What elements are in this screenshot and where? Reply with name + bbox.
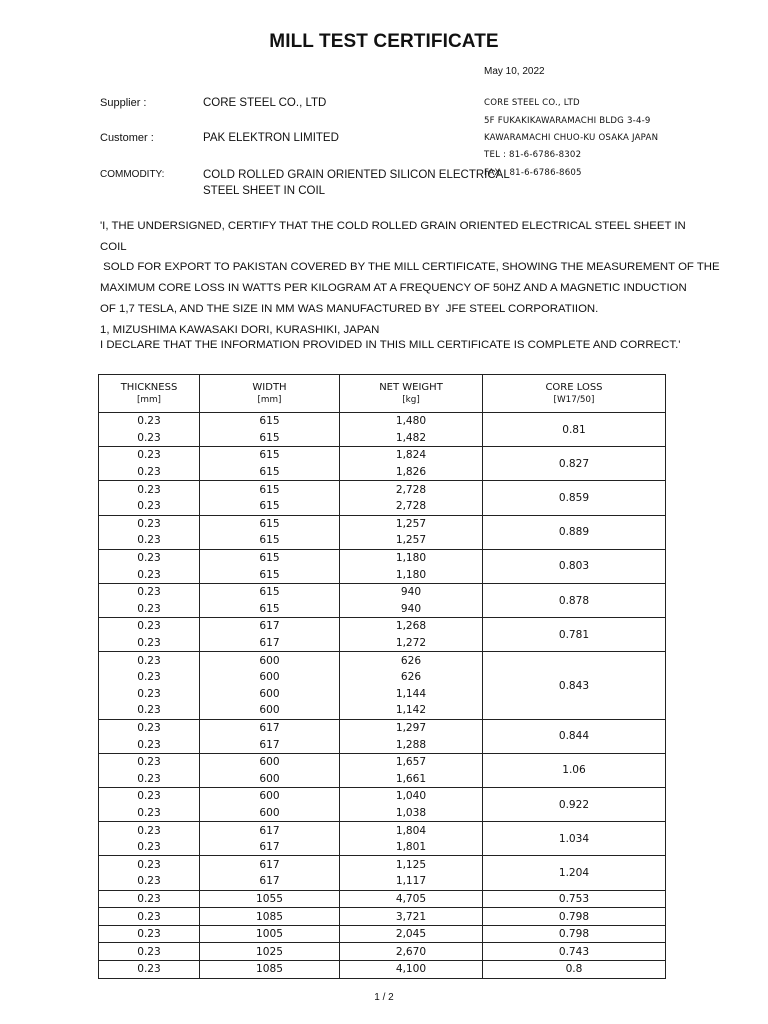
cell-core-loss: 0.753	[483, 890, 666, 908]
cell-thickness: 0.23	[99, 943, 200, 961]
cell-thickness: 0.23	[99, 702, 200, 719]
cell-net-weight: 1,657	[340, 753, 483, 770]
table-row	[99, 481, 666, 498]
cell-net-weight: 1,804	[340, 822, 483, 839]
cell-width: 615	[200, 464, 340, 481]
cell-width: 615	[200, 413, 340, 430]
table-row	[99, 890, 666, 908]
cell-thickness: 0.23	[99, 839, 200, 856]
cell-width: 615	[200, 549, 340, 566]
cell-width: 617	[200, 618, 340, 635]
cell-width: 615	[200, 515, 340, 532]
cell-thickness: 0.23	[99, 890, 200, 908]
cell-thickness: 0.23	[99, 635, 200, 652]
cell-width: 1085	[200, 961, 340, 979]
cell-net-weight: 1,180	[340, 566, 483, 583]
table-body	[99, 413, 666, 979]
issue-date: May 10, 2022	[484, 66, 545, 77]
table-row	[99, 856, 666, 873]
cell-net-weight: 1,268	[340, 618, 483, 635]
table-row	[99, 515, 666, 532]
cell-thickness: 0.23	[99, 515, 200, 532]
cell-net-weight: 2,670	[340, 943, 483, 961]
cell-thickness: 0.23	[99, 652, 200, 669]
cell-thickness: 0.23	[99, 669, 200, 686]
cell-core-loss: 0.889	[483, 515, 666, 549]
cell-thickness: 0.23	[99, 498, 200, 515]
cell-width: 615	[200, 532, 340, 549]
cell-width: 600	[200, 753, 340, 770]
cell-width: 615	[200, 583, 340, 600]
document-title: MILL TEST CERTIFICATE	[269, 31, 499, 52]
cell-net-weight: 1,040	[340, 788, 483, 805]
cell-core-loss: 0.743	[483, 943, 666, 961]
cell-core-loss: 0.8	[483, 961, 666, 979]
cell-core-loss: 0.81	[483, 413, 666, 447]
cell-core-loss: 0.922	[483, 788, 666, 822]
cell-width: 600	[200, 669, 340, 686]
cell-width: 1025	[200, 943, 340, 961]
cell-width: 600	[200, 770, 340, 787]
cell-thickness: 0.23	[99, 770, 200, 787]
cell-thickness: 0.23	[99, 873, 200, 890]
table-header-row	[99, 375, 666, 413]
declaration: I DECLARE THAT THE INFORMATION PROVIDED IN THIS MILL CERTIFICATE IS COMPLETE AND CORRECT.'	[100, 339, 681, 351]
cell-net-weight: 1,272	[340, 635, 483, 652]
cell-net-weight: 1,257	[340, 515, 483, 532]
cell-thickness: 0.23	[99, 788, 200, 805]
cell-net-weight: 1,117	[340, 873, 483, 890]
table-row	[99, 943, 666, 961]
cell-thickness: 0.23	[99, 925, 200, 943]
cell-width: 617	[200, 736, 340, 753]
table-row	[99, 908, 666, 926]
cell-width: 615	[200, 601, 340, 618]
cell-thickness: 0.23	[99, 413, 200, 430]
cell-core-loss: 0.798	[483, 925, 666, 943]
table-row	[99, 618, 666, 635]
commodity-line-2: STEEL SHEET IN COIL	[203, 185, 326, 197]
cell-width: 615	[200, 447, 340, 464]
cell-thickness: 0.23	[99, 686, 200, 703]
statement-line: 1, MIZUSHIMA KAWASAKI DORI, KURASHIKI, JAPAN	[100, 323, 380, 336]
cell-net-weight: 1,288	[340, 736, 483, 753]
cell-net-weight: 940	[340, 601, 483, 618]
cell-net-weight: 940	[340, 583, 483, 600]
address-fax: FAX : 81-6-6786-8605	[484, 168, 582, 178]
cell-width: 1085	[200, 908, 340, 926]
cell-width: 600	[200, 686, 340, 703]
header-core-loss: CORE LOSS [W17/50]	[483, 375, 666, 413]
cell-thickness: 0.23	[99, 430, 200, 447]
cell-core-loss: 0.803	[483, 549, 666, 583]
cell-net-weight: 1,257	[340, 532, 483, 549]
statement-line: 'I, THE UNDERSIGNED, CERTIFY THAT THE COLD ROLLED GRAIN ORIENTED ELECTRICAL STEEL SHEET IN COIL	[100, 220, 686, 253]
table-row	[99, 925, 666, 943]
cell-width: 615	[200, 498, 340, 515]
header-thickness: THICKNESS [mm]	[99, 375, 200, 413]
cell-core-loss: 1.06	[483, 753, 666, 787]
cell-width: 617	[200, 719, 340, 736]
cell-width: 600	[200, 788, 340, 805]
cell-net-weight: 1,826	[340, 464, 483, 481]
measurement-table	[98, 374, 666, 979]
cell-core-loss: 0.878	[483, 583, 666, 617]
cell-core-loss: 1.204	[483, 856, 666, 890]
cell-thickness: 0.23	[99, 549, 200, 566]
cell-thickness: 0.23	[99, 566, 200, 583]
cell-net-weight: 1,801	[340, 839, 483, 856]
certification-statement	[100, 216, 720, 340]
cell-net-weight: 1,297	[340, 719, 483, 736]
commodity-value	[203, 167, 510, 199]
commodity-line-1: COLD ROLLED GRAIN ORIENTED SILICON ELECTRICAL	[203, 169, 510, 181]
cell-width: 615	[200, 481, 340, 498]
cell-net-weight: 626	[340, 669, 483, 686]
header-net-weight: NET WEIGHT [kg]	[340, 375, 483, 413]
supplier-label: Supplier :	[100, 97, 147, 109]
cell-core-loss: 1.034	[483, 822, 666, 856]
statement-line: SOLD FOR EXPORT TO PAKISTAN COVERED BY THE MILL CERTIFICATE, SHOWING THE MEASUREMENT OF THE	[100, 261, 720, 274]
cell-width: 615	[200, 430, 340, 447]
cell-thickness: 0.23	[99, 464, 200, 481]
cell-thickness: 0.23	[99, 481, 200, 498]
cell-width: 617	[200, 856, 340, 873]
cell-net-weight: 2,728	[340, 481, 483, 498]
cell-width: 600	[200, 652, 340, 669]
table-row	[99, 719, 666, 736]
cell-width: 600	[200, 702, 340, 719]
cell-net-weight: 3,721	[340, 908, 483, 926]
cell-width: 600	[200, 805, 340, 822]
table-row	[99, 413, 666, 430]
cell-thickness: 0.23	[99, 961, 200, 979]
cell-thickness: 0.23	[99, 753, 200, 770]
cell-net-weight: 1,480	[340, 413, 483, 430]
cell-core-loss: 0.781	[483, 618, 666, 652]
cell-net-weight: 1,482	[340, 430, 483, 447]
cell-core-loss: 0.843	[483, 652, 666, 719]
customer-label: Customer :	[100, 132, 154, 144]
cell-thickness: 0.23	[99, 908, 200, 926]
table-row	[99, 583, 666, 600]
cell-width: 617	[200, 635, 340, 652]
cell-core-loss: 0.859	[483, 481, 666, 515]
cell-net-weight: 2,045	[340, 925, 483, 943]
table-row	[99, 961, 666, 979]
cell-core-loss: 0.798	[483, 908, 666, 926]
cell-width: 617	[200, 873, 340, 890]
address-tel: TEL : 81-6-6786-8302	[484, 150, 582, 160]
cell-thickness: 0.23	[99, 736, 200, 753]
address-line-3: KAWARAMACHI CHUO-KU OSAKA JAPAN	[484, 133, 659, 143]
cell-width: 617	[200, 839, 340, 856]
cell-thickness: 0.23	[99, 618, 200, 635]
table-row	[99, 447, 666, 464]
cell-thickness: 0.23	[99, 856, 200, 873]
cell-thickness: 0.23	[99, 532, 200, 549]
cell-thickness: 0.23	[99, 719, 200, 736]
page-number: 1 / 2	[374, 992, 394, 1003]
cell-width: 1005	[200, 925, 340, 943]
cell-thickness: 0.23	[99, 583, 200, 600]
table-row	[99, 788, 666, 805]
cell-net-weight: 1,144	[340, 686, 483, 703]
header-width: WIDTH [mm]	[200, 375, 340, 413]
cell-thickness: 0.23	[99, 447, 200, 464]
cell-width: 1055	[200, 890, 340, 908]
cell-thickness: 0.23	[99, 601, 200, 618]
cell-core-loss: 0.827	[483, 447, 666, 481]
customer-value: PAK ELEKTRON LIMITED	[203, 132, 339, 144]
cell-width: 617	[200, 822, 340, 839]
table-row	[99, 652, 666, 669]
cell-width: 615	[200, 566, 340, 583]
cell-core-loss: 0.844	[483, 719, 666, 753]
address-line-2: 5F FUKAKIKAWARAMACHI BLDG 3-4-9	[484, 116, 651, 126]
table-row	[99, 753, 666, 770]
cell-net-weight: 1,661	[340, 770, 483, 787]
cell-net-weight: 1,824	[340, 447, 483, 464]
commodity-label: COMMODITY:	[100, 169, 165, 180]
cell-net-weight: 1,038	[340, 805, 483, 822]
cell-net-weight: 4,705	[340, 890, 483, 908]
statement-line: OF 1,7 TESLA, AND THE SIZE IN MM WAS MANUFACTURED BY JFE STEEL CORPORATIION.	[100, 302, 599, 315]
cell-net-weight: 1,125	[340, 856, 483, 873]
cell-net-weight: 1,180	[340, 549, 483, 566]
supplier-value: CORE STEEL CO., LTD	[203, 97, 327, 109]
cell-net-weight: 2,728	[340, 498, 483, 515]
table-row	[99, 549, 666, 566]
cell-thickness: 0.23	[99, 805, 200, 822]
table-row	[99, 822, 666, 839]
cell-net-weight: 1,142	[340, 702, 483, 719]
cell-net-weight: 626	[340, 652, 483, 669]
statement-line: MAXIMUM CORE LOSS IN WATTS PER KILOGRAM AT A FREQUENCY OF 50HZ AND A MAGNETIC INDUCTION	[100, 282, 687, 295]
cell-thickness: 0.23	[99, 822, 200, 839]
cell-net-weight: 4,100	[340, 961, 483, 979]
address-line-1: CORE STEEL CO., LTD	[484, 98, 580, 108]
